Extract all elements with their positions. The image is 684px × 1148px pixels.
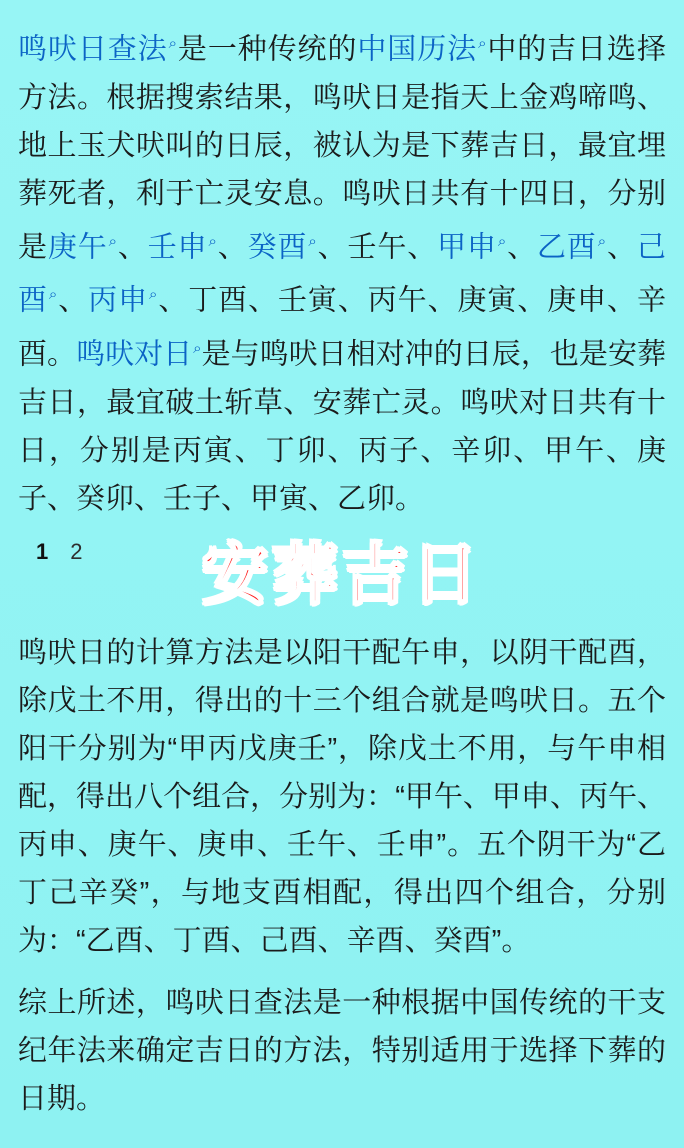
link-renshen[interactable]: 壬申 — [147, 231, 208, 264]
paragraph-two: 鸣吠日的计算方法是以阳干配午申，以阴干配酉，除戊土不用，得出的十三个组合就是鸣吠日。五个阳干分别为“甲丙戊庚壬”，除戊土不用，与午申相配，得出八个组合，分别为：“甲午、甲申、丙午、丙申、庚午、庚申、壬午、壬申”。五个阴干为“乙丁己辛癸”，与地支酉相配，得出四个组合，分别为：“乙酉、丁酉、己酉、辛酉、癸酉”。 — [18, 636, 666, 957]
pagination[interactable] — [18, 523, 666, 573]
search-icon[interactable]: ⌕ — [208, 232, 217, 250]
link-zhongguo-lifa[interactable]: 中国历法 — [357, 33, 478, 66]
p1-sep-4: 、 — [606, 231, 637, 264]
link-jiyou[interactable]: 己酉 — [18, 231, 666, 317]
p1-sep-5: 、 — [57, 284, 89, 317]
p1-sep-3: 、 — [506, 231, 537, 264]
page-number-1[interactable]: 1 — [36, 538, 49, 564]
search-icon[interactable]: ⌕ — [48, 286, 58, 304]
link-guiyou[interactable]: 癸酉 — [247, 231, 308, 264]
link-mingfei-richafa[interactable]: 鸣吠日查法 — [18, 33, 168, 66]
p1-text-3: 、壬午、 — [316, 231, 438, 264]
paragraph-one — [18, 8, 666, 523]
search-icon[interactable]: ⌕ — [193, 339, 202, 357]
search-icon[interactable]: ⌕ — [149, 286, 158, 304]
link-bingshen[interactable]: 丙申 — [88, 284, 149, 317]
search-icon[interactable]: ⌕ — [478, 35, 487, 52]
top-spacer — [18, 0, 666, 8]
p1-text-2: 中的吉日选择方法。根据搜索结果，鸣吠日是指天上金鸡啼鸣、地上玉犬吠叫的日辰，被认为是下葬吉日，最宜埋葬死者，利于亡灵安息。鸣吠日共有十四日，分别是 — [18, 33, 666, 264]
link-yiyou[interactable]: 乙酉 — [536, 231, 597, 264]
p1-text-1: 是一种传统的 — [176, 33, 358, 66]
paragraph-three: 综上所述，鸣吠日查法是一种根据中国传统的干支纪年法来确定吉日的方法，特别适用于选择下葬的日期。 — [18, 986, 666, 1115]
search-icon[interactable]: ⌕ — [497, 232, 507, 250]
p1-sep-1: 、 — [117, 231, 148, 264]
banner-title: 安葬吉日 — [202, 537, 482, 611]
search-icon[interactable]: ⌕ — [597, 232, 607, 250]
link-mingfei-duiri[interactable]: 鸣吠对日 — [76, 338, 193, 371]
search-icon[interactable]: ⌕ — [308, 232, 317, 250]
p1-text-4: 、丁酉、壬寅、丙午、庚寅、庚申、辛酉。 — [18, 284, 666, 371]
link-gengwu[interactable]: 庚午 — [47, 231, 108, 264]
link-jiashen[interactable]: 甲申 — [437, 231, 497, 264]
search-icon[interactable]: ⌕ — [168, 35, 177, 52]
page-number-2[interactable]: 2 — [70, 538, 83, 564]
p1-sep-2: 、 — [216, 231, 248, 264]
search-icon[interactable]: ⌕ — [108, 232, 118, 250]
p1-text-5: 是与鸣吠日相对冲的日辰，也是安葬吉日，最宜破土斩草、安葬亡灵。鸣吠对日共有十日，分别是丙寅、丁卯、丙子、辛卯、甲午、庚子、癸卯、壬子、甲寅、乙卯。 — [18, 338, 666, 515]
